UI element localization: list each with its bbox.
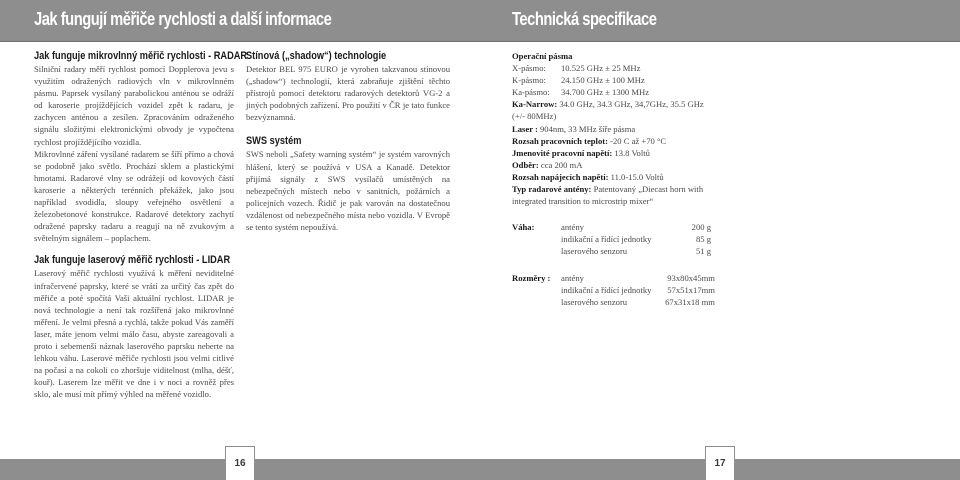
ka-narrow-row: Ka-Narrow: 34.0 GHz, 34.3 GHz, 34,7GHz, 35.5 GHz bbox=[512, 99, 704, 110]
column-left bbox=[34, 50, 248, 400]
radar-heading: Jak funguje mikrovlnný měřič rychlosti - RADAR bbox=[34, 50, 248, 62]
band-row: X-pásmo: 10.525 GHz ± 25 MHz bbox=[512, 63, 641, 74]
weight-item: indikační a řídící jednotky bbox=[561, 234, 652, 245]
weight-value: 51 g bbox=[695, 246, 711, 257]
voltage-row: Jmenovité pracovní napětí: 13.8 Voltů bbox=[512, 147, 650, 158]
page-title-left: Jak fungují měřiče rychlosti a další informace bbox=[34, 9, 332, 29]
sws-paragraph: SWS neboli „Safety warning systém“ je systém varovných hlášení, který se používá v USA a Kanadě. Detektor přijímá signály z SWS vysílačů umístěných na nebezpečných místech nebo v sanitních, požárních a policejních vozech. Řidič je pak varován na dostatečnou vzdálenost od nebezpečného místa nebo vozidla. V Evropě se tento systém nepoužívá. bbox=[246, 149, 450, 233]
dimension-value: 67x31x18 mm bbox=[665, 296, 715, 307]
current-row: Odběr: cca 200 mA bbox=[512, 159, 583, 170]
temperature-row: Rozsah pracovních teplot: -20 C až +70 °C bbox=[512, 135, 667, 146]
dimension-item: laserového senzoru bbox=[561, 296, 628, 307]
antenna-cont: integrated transition to microstrip mixer“ bbox=[512, 196, 654, 207]
dimensions-table bbox=[512, 272, 724, 308]
footer-band bbox=[0, 459, 960, 480]
page-number-left: 16 bbox=[225, 446, 255, 480]
dimension-item: antény bbox=[561, 272, 584, 283]
weight-table bbox=[512, 221, 724, 257]
antenna-row: Typ radarové antény: Patentovaný „Diecast horn with bbox=[512, 184, 704, 195]
weight-value: 200 g bbox=[691, 222, 711, 233]
radar-paragraph-1: Silniční radary měří rychlost pomocí Dopplerova jevu s využitím odražených radiových vln v mikrovlnném pásmu. Paprsek vysílaný parabolickou anténou se odráží od karoserie projíždějících vozidel zpět k radaru, je zachycen anténou a zesílen. Zpracováním odraženého signálu složitými elektronickými obvody je vypočtena rychlost projíždějícího vozidla. bbox=[34, 64, 234, 147]
dimensions-label: Rozměry : bbox=[512, 272, 551, 283]
weight-item: antény bbox=[561, 222, 584, 233]
weight-value: 85 g bbox=[695, 234, 711, 245]
dimension-value: 57x51x17mm bbox=[667, 284, 715, 295]
sws-heading: SWS systém bbox=[246, 135, 302, 148]
page-number-right: 17 bbox=[705, 446, 735, 480]
shadow-paragraph: Detektor BEL 975 EURO je vyroben takzvanou stínovou („shadow“) technologií, která zabraňuje zjištění těchto přístrojů pomocí detektoru radarových detektorů VG-2 a jiných podobných zařízení. Pro použití v ČR je tato funkce bezvýznamná. bbox=[246, 64, 450, 123]
ka-narrow-cont: (+/- 80MHz) bbox=[512, 111, 557, 122]
weight-item: laserového senzoru bbox=[561, 246, 628, 257]
lidar-paragraph: Laserový měřič rychlosti využívá k měření neviditelné infračervené paprsky, které se vrátí za určitý čas zpět do měřiče a poté spočítá Vaši aktuální rychlost. LIDAR je nová technologie a není tak rozšířená jako mikrovlnné měření. Je velmi přesná a rychlá, takže pokud Vás zaměří laser, máte jenom velmi málo času, abyste zareagovali a proto i sebemenší náznak laserového paprsku neberte na lehkou váhu. Laserové měřiče rychlosti jsou velmi citlivé na počasí a na cokoli co zhoršuje viditelnost (mlha, déšť, kouř). Laserem lze měřit ve dne i v noci a rovněž přes sklo, ale musí mít přímý výhled na měřené vozidlo. bbox=[34, 268, 234, 400]
laser-row: Laser : 904nm, 33 MHz šíře pásma bbox=[512, 123, 636, 134]
bands-heading: Operační pásma bbox=[512, 51, 573, 61]
supply-row: Rozsah napájecích napětí: 11.0-15.0 Voltů bbox=[512, 171, 664, 182]
dimension-item: indikační a řídící jednotky bbox=[561, 284, 652, 295]
dimension-value: 93x80x45mm bbox=[667, 272, 715, 283]
band-row: K-pásmo: 24.150 GHz ± 100 MHz bbox=[512, 75, 645, 86]
weight-label: Váha: bbox=[512, 222, 535, 233]
column-specs bbox=[512, 50, 724, 308]
radar-paragraph-2: Mikrovlnné záření vysílané radarem se šíří přímo a chová se podobně jako světlo. Prochází sklem a plastickými hmotami. Radarové vlny se odrážejí od kovových částí karoserie a některých terénních překážek, jako jsou například svodidla, sloupy veřejného osvětlení a železobetonové konstrukce. Radarové detektory zachytí odražené paprsky radaru a reagují na ně zvukovým a světelným signálem – poplachem. bbox=[34, 148, 234, 244]
shadow-heading: Stínová („shadow“) technologie bbox=[246, 50, 387, 62]
header-band bbox=[0, 0, 960, 42]
lidar-heading: Jak funguje laserový měřič rychlosti - LIDAR bbox=[34, 254, 231, 267]
page-title-right: Technická specifikace bbox=[512, 9, 657, 29]
band-row: Ka-pásmo: 34.700 GHz ± 1300 MHz bbox=[512, 87, 650, 98]
column-middle bbox=[246, 50, 450, 233]
